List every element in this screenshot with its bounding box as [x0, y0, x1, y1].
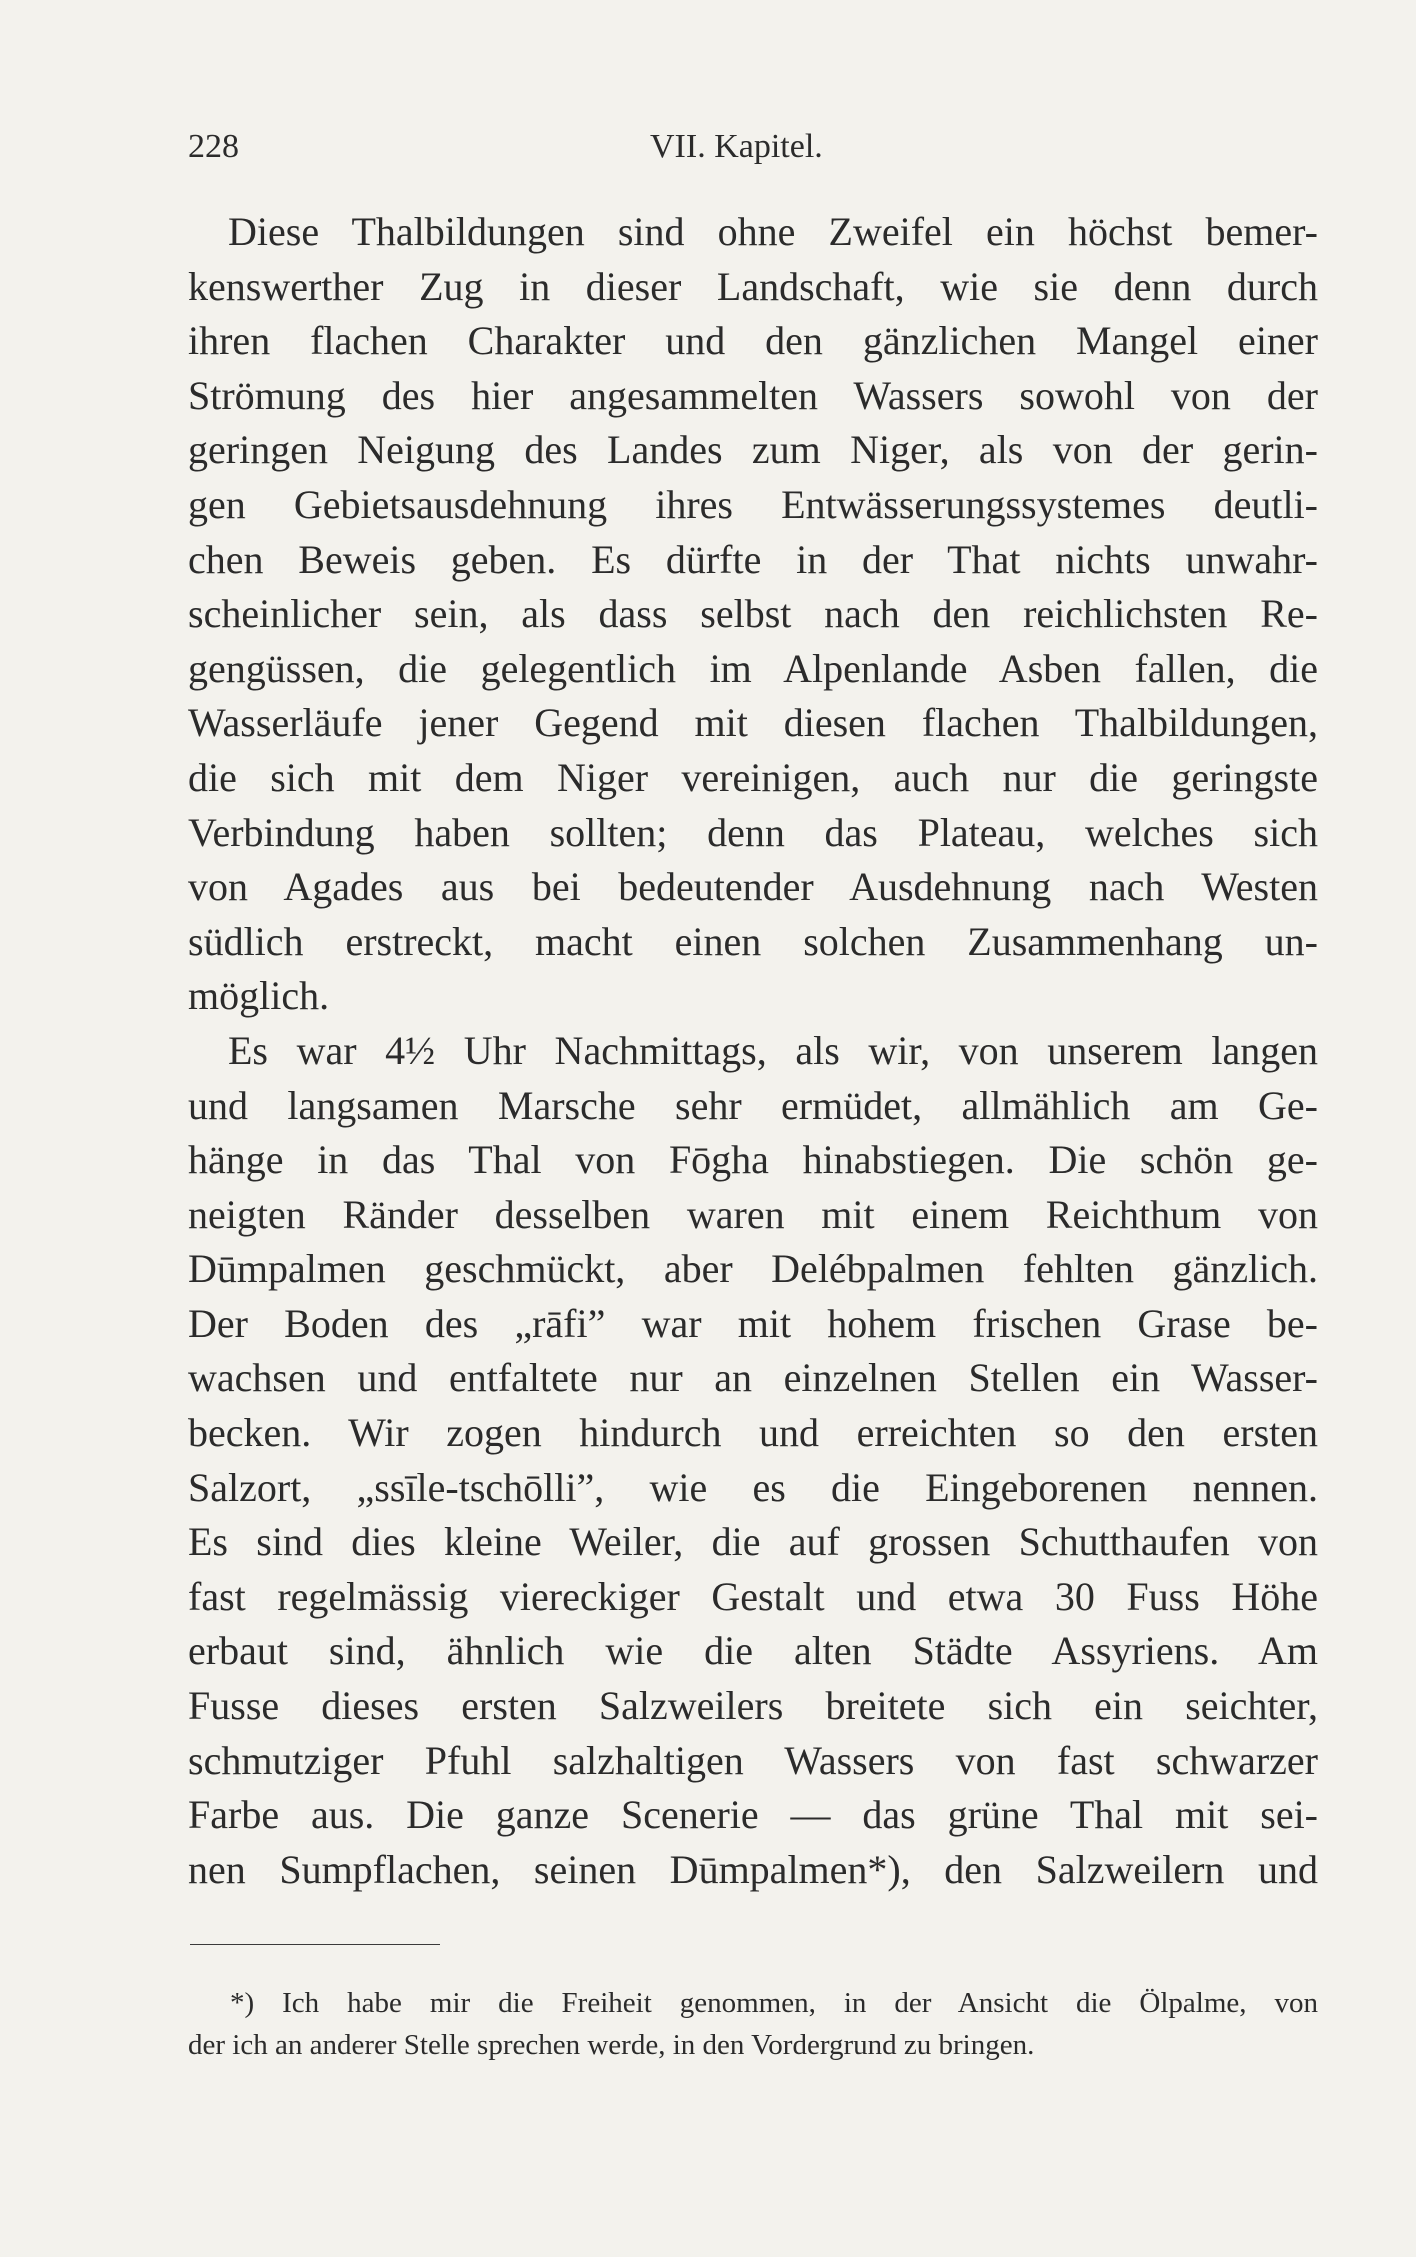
footnote-divider: [190, 1944, 440, 1945]
text-line: Verbindung haben sollten; denn das Plateau, welches sich: [188, 809, 1318, 855]
text-line: wachsen und entfaltete nur an einzelnen Stellen ein Wasser-: [188, 1355, 1318, 1401]
text-line: scheinlicher sein, als dass selbst nach den reichlichsten Re-: [188, 591, 1318, 637]
page-header: [188, 128, 1318, 178]
text-line: kenswerther Zug in dieser Landschaft, wie sie denn durch: [188, 263, 1318, 309]
footnote-line: der ich an anderer Stelle sprechen werde, in den Vordergrund zu bringen.: [188, 2029, 1035, 2061]
text-line: Der Boden des „rāfi” war mit hohem frischen Grase be-: [188, 1300, 1318, 1346]
text-line: südlich erstreckt, macht einen solchen Zusammenhang un-: [188, 918, 1318, 964]
text-line: nen Sumpflachen, seinen Dūmpalmen*), den Salzweilern und: [188, 1846, 1318, 1892]
text-line: hänge in das Thal von Fōgha hinabstiegen. Die schön ge-: [188, 1137, 1318, 1183]
text-line: Dūmpalmen geschmückt, aber Delébpalmen fehlten gänzlich.: [188, 1246, 1318, 1292]
text-line: möglich.: [188, 973, 330, 1019]
text-line: und langsamen Marsche sehr ermüdet, allmählich am Ge-: [188, 1082, 1318, 1128]
text-line: Es sind dies kleine Weiler, die auf grossen Schutthaufen von: [188, 1519, 1318, 1565]
text-line: erbaut sind, ähnlich wie die alten Städte Assyriens. Am: [188, 1628, 1318, 1674]
text-line: neigten Ränder desselben waren mit einem Reichthum von: [188, 1191, 1318, 1237]
text-line: gen Gebietsausdehnung ihres Entwässerungssystemes deutli-: [188, 481, 1318, 527]
text-line: Wasserläufe jener Gegend mit diesen flachen Thalbildungen,: [188, 700, 1318, 746]
text-line: Es war 4½ Uhr Nachmittags, als wir, von unserem langen: [228, 1027, 1318, 1073]
text-line: ihren flachen Charakter und den gänzlichen Mangel einer: [188, 318, 1318, 364]
text-line: geringen Neigung des Landes zum Niger, als von der gerin-: [188, 427, 1318, 473]
text-line: becken. Wir zogen hindurch und erreichten so den ersten: [188, 1410, 1318, 1456]
text-line: schmutziger Pfuhl salzhaltigen Wassers von fast schwarzer: [188, 1737, 1318, 1783]
text-line: Farbe aus. Die ganze Scenerie — das grüne Thal mit sei-: [188, 1792, 1318, 1838]
text-line: chen Beweis geben. Es dürfte in der That nichts unwahr-: [188, 536, 1318, 582]
text-line: Strömung des hier angesammelten Wassers sowohl von der: [188, 372, 1318, 418]
text-line: Fusse dieses ersten Salzweilers breitete sich ein seichter,: [188, 1683, 1318, 1729]
body-text: [188, 205, 1318, 1897]
text-line: von Agades aus bei bedeutender Ausdehnung nach Westen: [188, 864, 1318, 910]
text-line: Salzort, „ssīle-tschōlli”, wie es die Eingeborenen nennen.: [188, 1464, 1318, 1510]
text-line: die sich mit dem Niger vereinigen, auch nur die geringste: [188, 754, 1318, 800]
page-number: 228: [188, 128, 239, 165]
text-line: fast regelmässig viereckiger Gestalt und etwa 30 Fuss Höhe: [188, 1573, 1318, 1619]
running-head: VII. Kapitel.: [650, 128, 823, 165]
footnote: [188, 1982, 1318, 2066]
text-line: Diese Thalbildungen sind ohne Zweifel ein höchst bemer-: [228, 209, 1318, 254]
footnote-line: *) Ich habe mir die Freiheit genommen, in der Ansicht die Ölpalme, von: [230, 1987, 1318, 2019]
text-line: gengüssen, die gelegentlich im Alpenlande Asben fallen, die: [188, 645, 1318, 691]
